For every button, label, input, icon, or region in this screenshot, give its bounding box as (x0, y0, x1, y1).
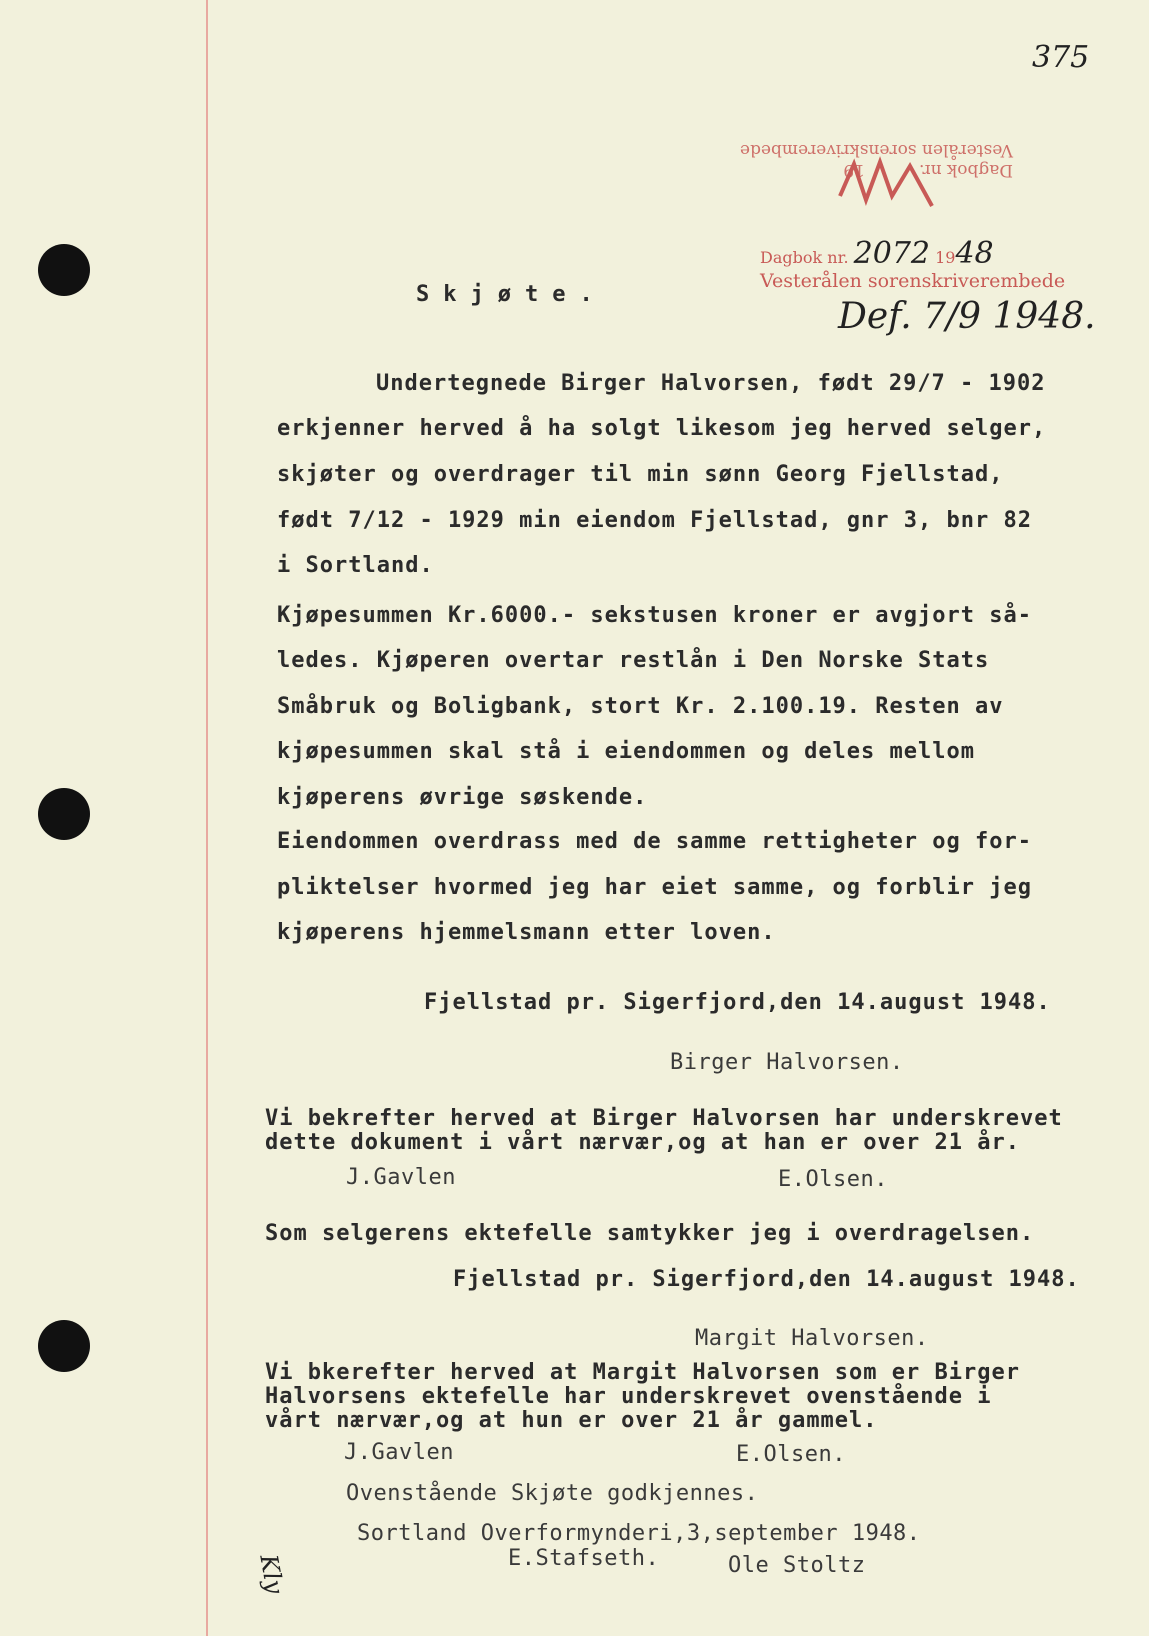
dagbok-label: Dagbok nr. (760, 248, 849, 267)
consent-line: Som selgerens ektefelle samtykker jeg i overdragelsen. (265, 1221, 1035, 1246)
inverted-stamp-line3: Vesterålen sorenskriverembede (740, 140, 1014, 160)
inverted-stamp-line1: Dagbok nr. (918, 160, 1014, 180)
registry-stamp (760, 236, 994, 271)
approval-signer-left: E.Stafseth. (508, 1546, 660, 1571)
witness-2-name-right: E.Olsen. (736, 1442, 846, 1467)
witness-2-line-3: vårt nærvær,og at hun er over 21 år gammel. (265, 1408, 878, 1433)
body-line-1: Undertegnede Birger Halvorsen, født 29/7 - 1902 (376, 371, 1046, 396)
body-line-9: kjøpesummen skal stå i eiendommen og deles mellom (277, 739, 976, 764)
year-prefix: 19 (935, 248, 956, 267)
witness-1-name-right: E.Olsen. (778, 1167, 888, 1192)
body-line-12: pliktelser hvormed jeg har eiet samme, og forblir jeg (277, 875, 1032, 900)
body-line-13: kjøperens hjemmelsmann etter loven. (277, 920, 776, 945)
witness-1-name-left: J.Gavlen (346, 1165, 456, 1190)
margin-line (206, 0, 208, 1636)
body-line-7: ledes. Kjøperen overtar restlån i Den Norske Stats (277, 648, 990, 673)
place-date-2: Fjellstad pr. Sigerfjord,den 14.august 1948. (453, 1267, 1080, 1292)
approval-signer-right: Ole Stoltz (728, 1553, 866, 1578)
body-line-10: kjøperens øvrige søskende. (277, 785, 648, 810)
body-line-3: skjøter og overdrager til min sønn Georg Fjellstad, (277, 462, 1004, 487)
approval-line: Ovenstående Skjøte godkjennes. (346, 1481, 759, 1506)
margin-initials: Kly (254, 1552, 289, 1596)
body-line-4: født 7/12 - 1929 min eiendom Fjellstad, gnr 3, bnr 82 (277, 508, 1032, 533)
approval-place: Sortland Overformynderi,3,september 1948. (357, 1521, 921, 1546)
punch-hole-middle (38, 788, 90, 840)
punch-hole-top (38, 244, 90, 296)
body-line-5: i Sortland. (277, 553, 434, 578)
handwritten-date: Def. 7/9 1948. (838, 296, 1096, 337)
signature-2: Margit Halvorsen. (695, 1326, 929, 1351)
stamp-scribble-icon (836, 156, 936, 216)
registry-office: Vesterålen sorenskriverembede (760, 270, 1066, 292)
witness-2-line-2: Halvorsens ektefelle har underskrevet ovenstående i (265, 1384, 992, 1409)
body-line-11: Eiendommen overdrass med de samme rettigheter og for- (277, 829, 1032, 854)
page-number: 375 (1032, 40, 1090, 75)
document-title: Skjøte. (416, 282, 607, 307)
inverted-stamp-line2: 19 (843, 160, 865, 180)
body-line-2: erkjenner herved å ha solgt likesom jeg herved selger, (277, 416, 1047, 441)
body-line-6: Kjøpesummen Kr.6000.- sekstusen kroner er avgjort så- (277, 603, 1032, 628)
dagbok-number: 2072 (853, 236, 930, 271)
punch-hole-bottom (38, 1320, 90, 1372)
witness-2-line-1: Vi bkerefter herved at Margit Halvorsen som er Birger (265, 1360, 1020, 1385)
signature-1: Birger Halvorsen. (670, 1050, 904, 1075)
witness-2-name-left: J.Gavlen (344, 1440, 454, 1465)
witness-1-line-2: dette dokument i vårt nærvær,og at han er over 21 år. (265, 1130, 1020, 1155)
year-suffix: 48 (955, 236, 994, 271)
place-date-1: Fjellstad pr. Sigerfjord,den 14.august 1948. (424, 990, 1051, 1015)
body-line-8: Småbruk og Boligbank, stort Kr. 2.100.19. Resten av (277, 694, 1004, 719)
witness-1-line-1: Vi bekrefter herved at Birger Halvorsen har underskrevet (265, 1106, 1063, 1131)
